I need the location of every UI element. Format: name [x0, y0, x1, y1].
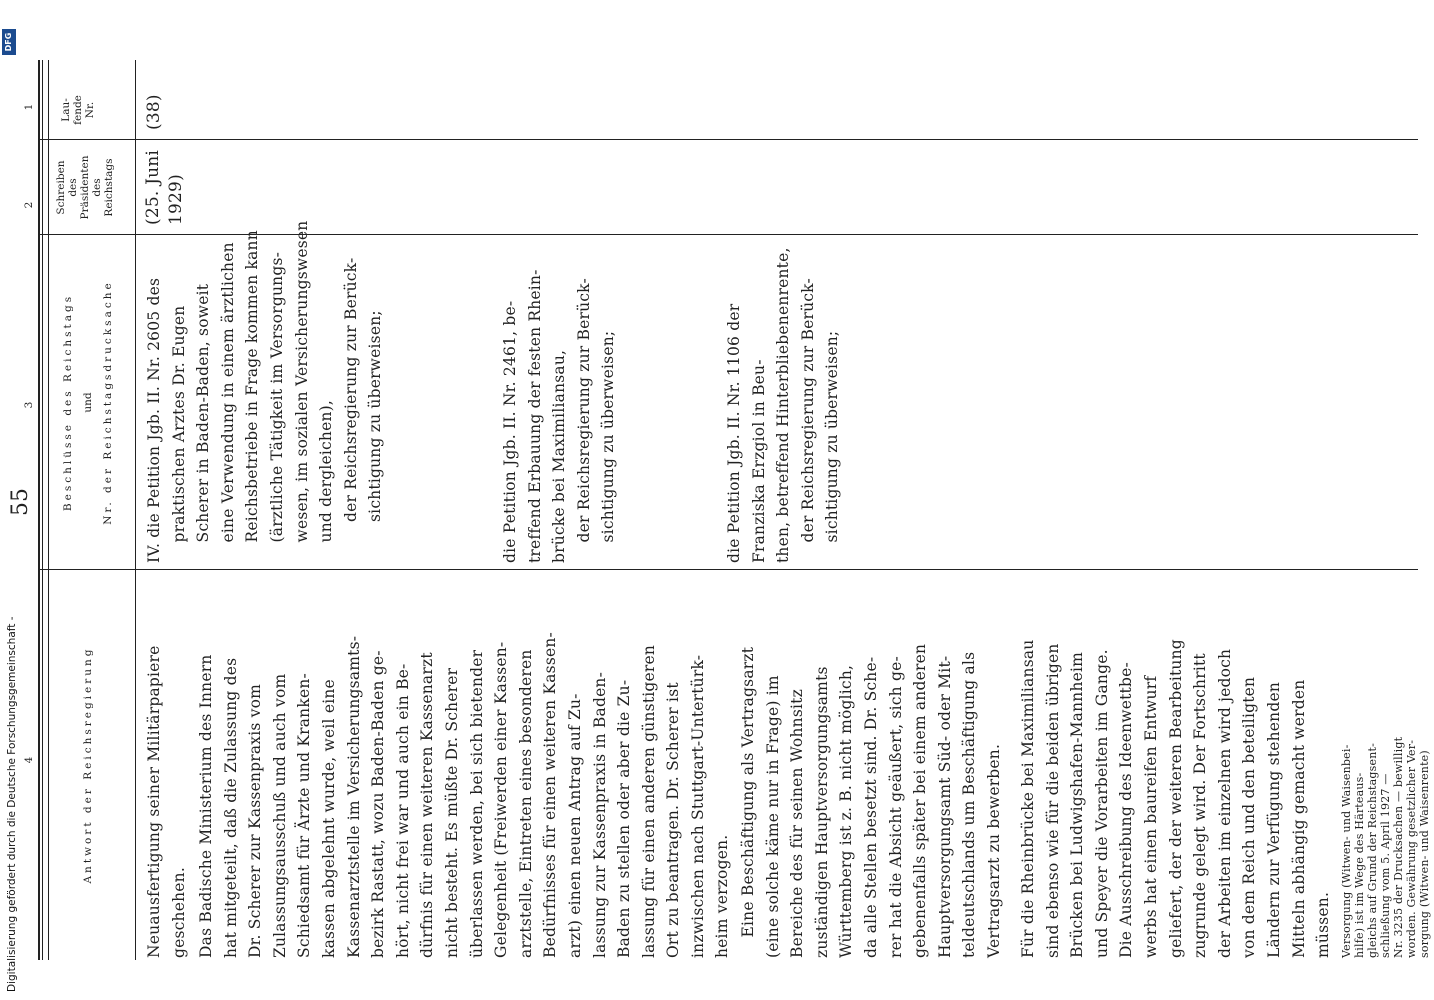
col1-label: Lau- fende Nr.: [60, 95, 96, 125]
answer-military-papers: Neuausfertigung seiner Militärpapiere geschehen.: [145, 645, 188, 958]
resolution-petition-1106: die Petition Jgb. II. Nr. 1106 der Franziska Erzgiol in Beu- then, betreffend Hinterbliebenenrente, der Reichsregierung zur Berück- sichtigung zu überweisen;: [725, 247, 842, 563]
header-rule: [48, 60, 49, 960]
digitization-footer: [0, 0, 26, 1000]
answer-scherer-part1: Das Badische Ministerium des Innern hat mitgeteilt, daß die Zulassung des Dr. Scherer zur Kassenpraxis vom Zulassungsausschuß und auch vom Schiedsamt für Ärzte und Kranken- kassen abgelehnt wurde, weil eine Kassenarztstelle im Versicherungsamts- bezirk Rastatt, wozu Baden-Baden ge- hört, nicht frei war und auch ein Be- dürfnis für einen weiteren Kassenarzt nicht besteht. Es müßte Dr. Scherer überlassen werden, bei sich bietender Gelegenheit (Freiwerden einer Kassen- arztstelle, Eintreten eines besonderen Bedürfnisses für einen weiteren Kassen- arzt) einen neuen Antrag auf Zu- lassung zur Kassenpraxis in Baden- Baden zu stellen oder aber die Zu- lassung für einen anderen günstigeren Ort zu beantragen. Dr. Scherer ist inzwischen nach Stuttgart-Untertürk- heim verzogen.: [197, 632, 732, 958]
col2-number: 2: [23, 201, 35, 209]
resolution-petition-2461: die Petition Jgb. II. Nr. 2461, be- treffend Erbauung der festen Rhein- brücke bei Maximiliansau, der Reichsregierung zur Berück- sichtigung zu überweisen;: [501, 269, 618, 563]
answer-hinterbliebenenrente: Versorgung (Witwen- und Waisenbei- hilfe) ist im Wege des Härteaus- gleichs auf Grund der Reichstagsent- schließung vom 5. April 1927 — Nr. 3235 der Drucksachen — bewilligt worden. Gewährung gesetzlicher Ver- sorgung (Witwen- und Waisenrente): [1340, 736, 1431, 958]
col3-label-line1: Beschlüsse des Reichstags: [62, 293, 74, 512]
row-number: (38): [144, 94, 164, 130]
answer-rheinbruecke: Für die Rheinbrücke bei Maximiliansau sind ebenso wie für die beiden übrigen Brücken bei Ludwigshafen-Mannheim und Speyer die Vorarbeiten im Gange. Die Ausschreibung des Ideenwettbe- werbs hat einen baureifen Entwurf geliefert, der der weiteren Bearbeitung zugrunde gelegt wird. Der Fortschritt der Arbeiten im einzelnen wird jedoch von dem Reich und den beteiligten Ländern zur Verfügung stehenden Mitteln abhängig gemacht werden müssen.: [1019, 639, 1333, 958]
col3-label-line3: Nr. der Reichstagsdrucksache: [102, 280, 114, 525]
col4-label: Antwort der Reichsregierung: [82, 646, 94, 884]
col-divider-3: [38, 569, 1418, 570]
page-number: 55: [8, 488, 33, 516]
col4-number: 4: [23, 756, 35, 764]
col3-label-line2: und: [82, 392, 94, 413]
col-divider-1: [38, 139, 1418, 140]
dfg-logo: DFG: [2, 29, 16, 55]
header-bottom-rule: [135, 60, 136, 960]
footer-text: Digitalisierung gefördert durch die Deutsche Forschungsgemeinschaft -: [6, 616, 18, 992]
answer-scherer-part2: Eine Beschäftigung als Vertragsarzt (eine solche käme nur in Frage) im Bereiche des für seinen Wohnsitz zuständigen Hauptversorgungsamts Württemberg ist z. B. nicht möglich, da alle Stellen besetzt sind. Dr. Sche- rer hat die Absicht geäußert, sich ge- gebenenfalls später bei einem anderen Hauptversorgungsamt Süd- oder Mit- teldeutschlands um Beschäftigung als Vertragsarzt zu bewerben.: [739, 643, 1003, 958]
top-rule-thin: [42, 60, 43, 960]
col1-number: 1: [23, 103, 35, 111]
top-rule: [38, 60, 40, 960]
row-date: (25. Juni 1929): [143, 149, 186, 225]
col3-number: 3: [23, 401, 35, 409]
col2-label: Schreiben des Präsidenten des Reichstags: [55, 155, 115, 220]
resolution-petition-2605: IV. die Petition Jgb. II. Nr. 2605 des praktischen Arztes Dr. Eugen Scherer in Baden-Baden, soweit eine Verwendung in einem ärztlichen Reichsbetriebe in Frage kommen kann (ärztliche Tätigkeit im Versorgungs- wesen, im sozialen Versicherungswesen und dergleichen), der Reichsregierung zur Berück- sichtigung zu überweisen;: [145, 220, 385, 563]
